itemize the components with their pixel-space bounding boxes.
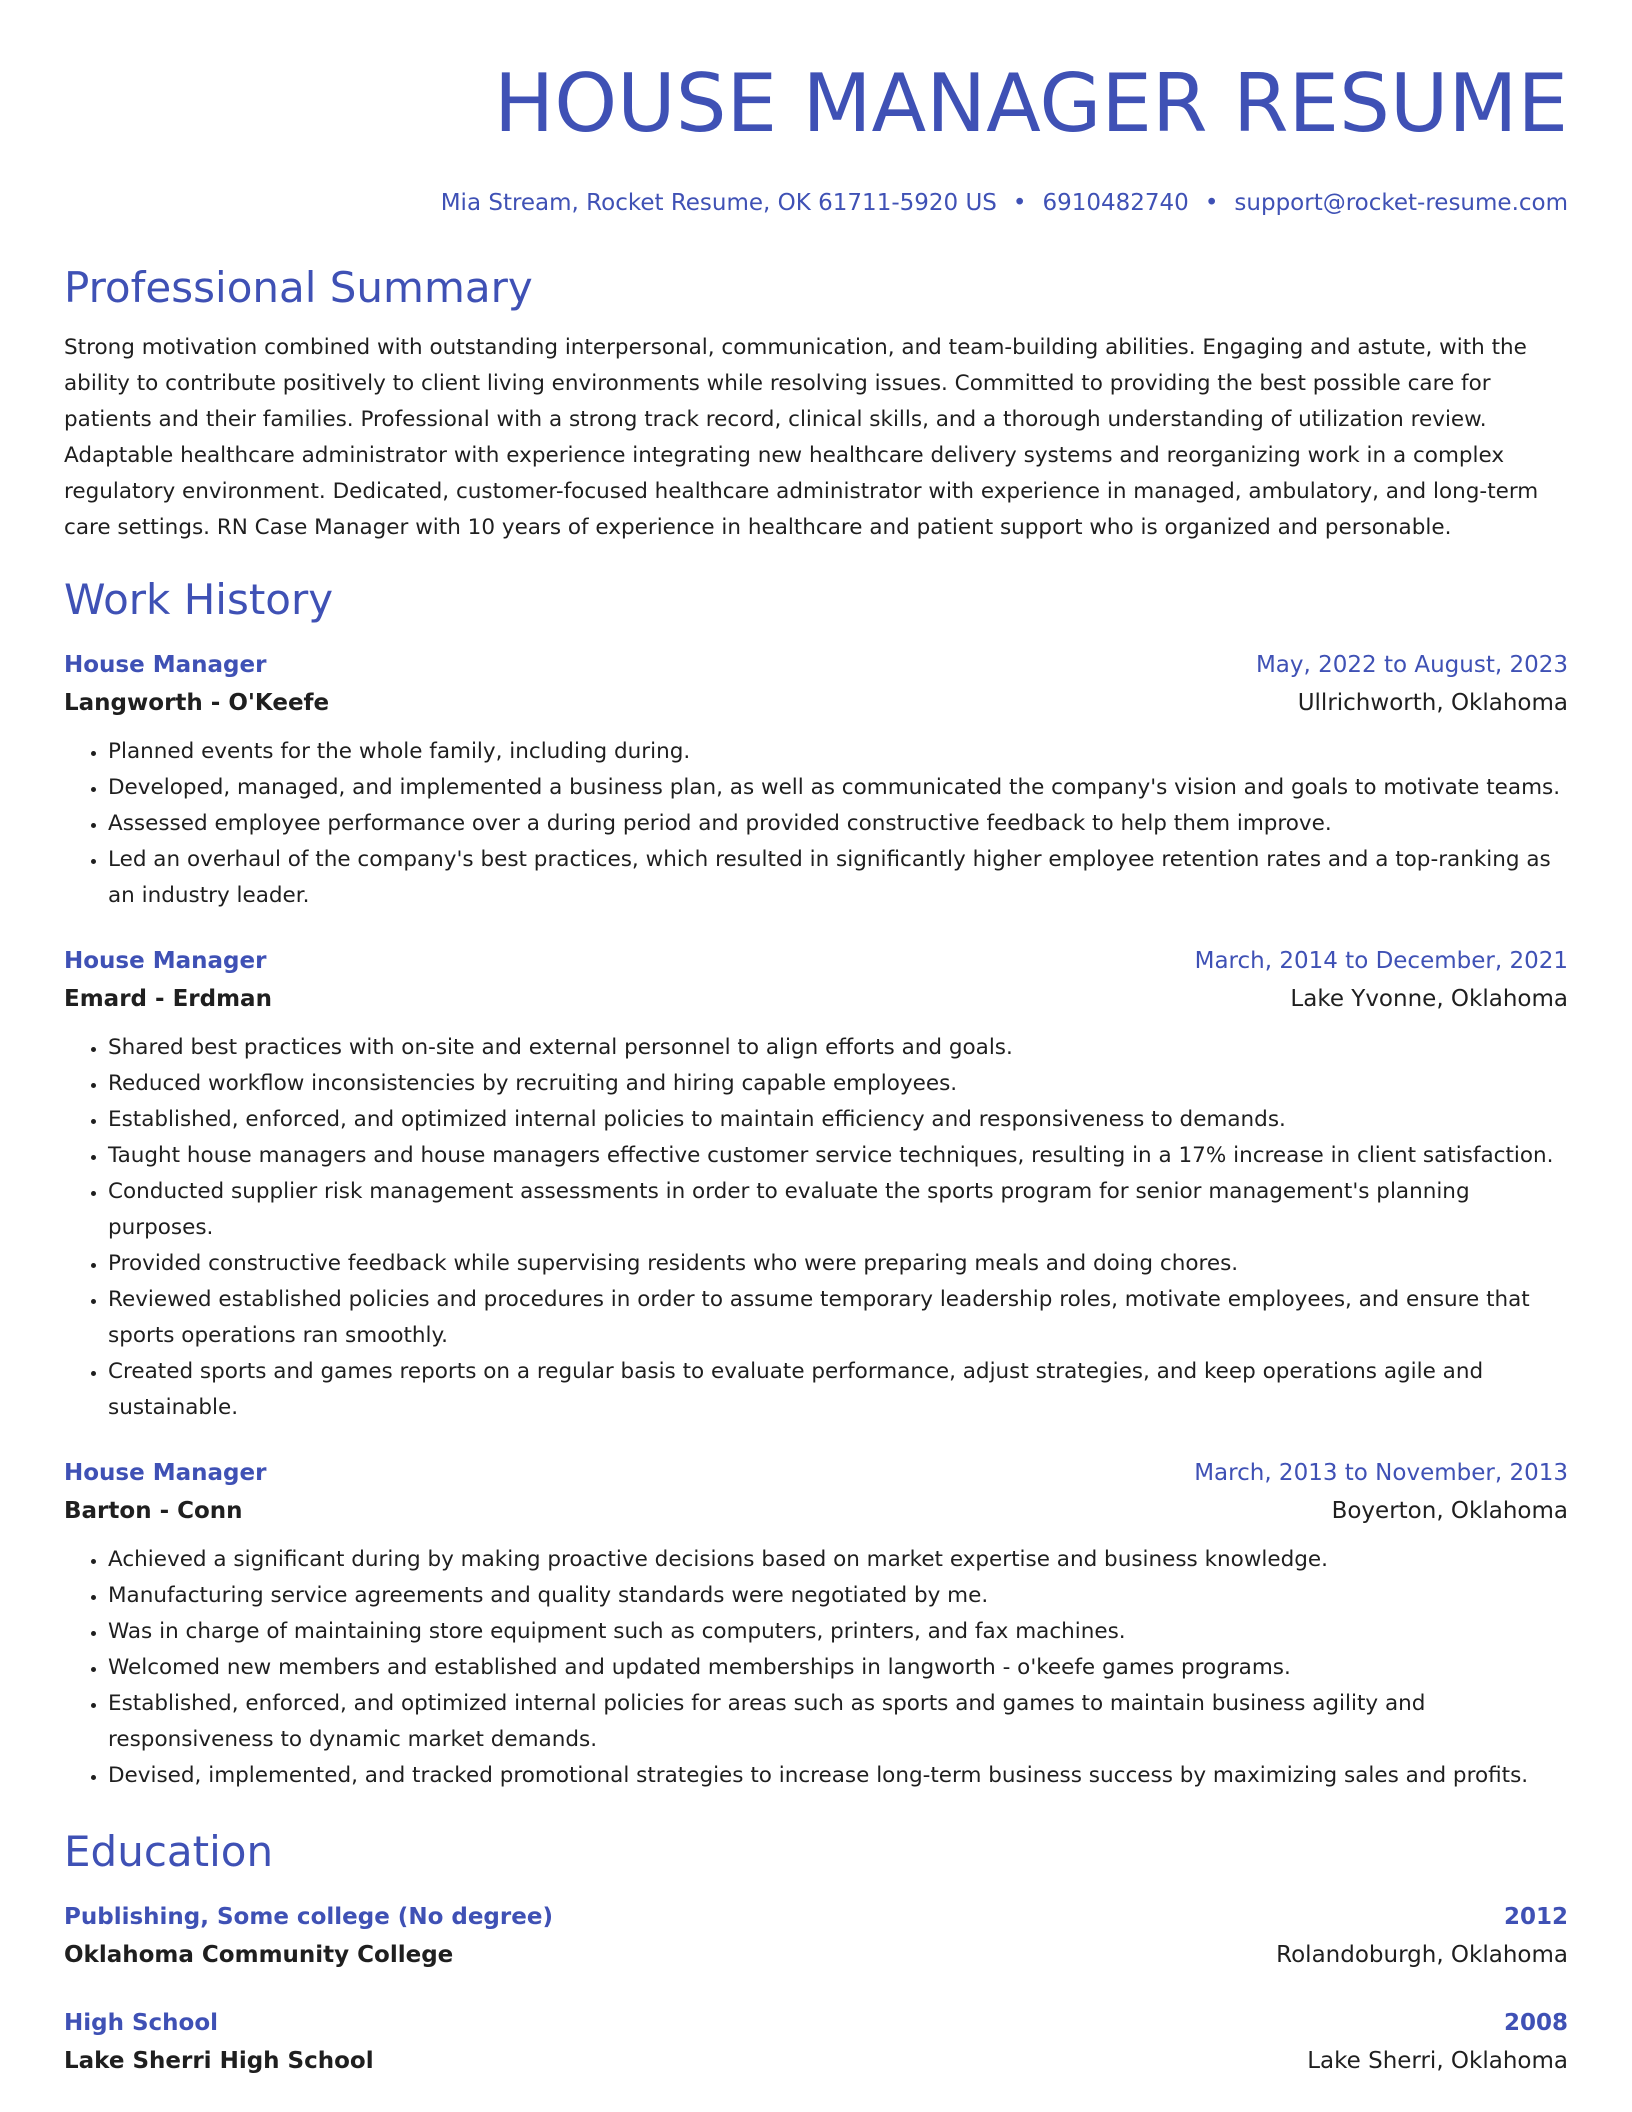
job-bullet: • Developed, managed, and implemented a business plan, as well as communicated the company's vision and goals to motivate teams. [108, 770, 1568, 806]
job-dates: May, 2022 to August, 2023 [1255, 652, 1568, 678]
job-bullet: • Welcomed new members and established and updated memberships in langworth - o'keefe games programs. [108, 1650, 1568, 1686]
job-entry [64, 942, 1568, 1426]
summary-heading: Professional Summary [64, 263, 533, 312]
job-subheader [64, 980, 1568, 1018]
contact-separator: • [1012, 190, 1027, 216]
job-bullet: • Planned events for the whole family, including during. [108, 734, 1568, 770]
contact-address: Mia Stream, Rocket Resume, OK 61711-5920 US [440, 190, 997, 216]
job-bullet: • Devised, implemented, and tracked promotional strategies to increase long-term business success by maximizing sales and profits. [108, 1758, 1568, 1794]
job-entry [64, 1454, 1568, 1794]
job-subheader [64, 1492, 1568, 1530]
job-bullets [64, 734, 1568, 914]
job-role: House Manager [64, 948, 267, 974]
job-bullet: • Shared best practices with on-site and external personnel to align efforts and goals. [108, 1030, 1568, 1066]
education-heading: Education [64, 1827, 274, 1876]
job-entry [64, 646, 1568, 914]
education-subheader [64, 2042, 1568, 2080]
job-subheader [64, 684, 1568, 722]
education-year: 2008 [1503, 2010, 1568, 2036]
education-degree: High School [64, 2010, 219, 2036]
job-bullet: • Conducted supplier risk management assessments in order to evaluate the sports program for senior management's planning purposes. [108, 1174, 1568, 1246]
job-bullet: • Achieved a significant during by making proactive decisions based on market expertise and business knowledge. [108, 1542, 1568, 1578]
job-location: Boyerton, Oklahoma [1331, 1498, 1568, 1524]
education-school: Lake Sherri High School [64, 2048, 374, 2074]
education-location: Rolandoburgh, Oklahoma [1276, 1942, 1568, 1968]
contact-phone: 6910482740 [1042, 190, 1189, 216]
job-bullets [64, 1542, 1568, 1794]
job-dates: March, 2013 to November, 2013 [1194, 1460, 1568, 1486]
job-header [64, 942, 1568, 980]
job-bullet: • Reviewed established policies and procedures in order to assume temporary leadership roles, motivate employees, and ensure that sports operations ran smoothly. [108, 1282, 1568, 1354]
job-bullet: • Created sports and games reports on a regular basis to evaluate performance, adjust strategies, and keep operations agile and sustainable. [108, 1354, 1568, 1426]
job-company: Emard - Erdman [64, 986, 272, 1012]
education-entry [64, 1898, 1568, 1974]
job-bullet: • Established, enforced, and optimized internal policies for areas such as sports and games to maintain business agility and responsiveness to dynamic market demands. [108, 1686, 1568, 1758]
contact-line [64, 186, 1568, 220]
job-bullet: • Provided constructive feedback while supervising residents who were preparing meals and doing chores. [108, 1246, 1568, 1282]
job-dates: March, 2014 to December, 2021 [1194, 948, 1568, 974]
job-role: House Manager [64, 652, 267, 678]
job-role: House Manager [64, 1460, 267, 1486]
job-company: Barton - Conn [64, 1498, 243, 1524]
job-bullet: • Established, enforced, and optimized internal policies to maintain efficiency and responsiveness to demands. [108, 1102, 1568, 1138]
job-bullet: • Taught house managers and house managers effective customer service techniques, resulting in a 17% increase in client satisfaction. [108, 1138, 1568, 1174]
summary-text: Strong motivation combined with outstanding interpersonal, communication, and team-building abilities. Engaging and astute, with the ability to contribute positively to client living environments while resolving issues. Committed to providing the best possible care for patients and their families. Professional with a strong track record, clinical skills, and a thorough understanding of utilization review. Adaptable healthcare administrator with experience integrating new healthcare delivery systems and reorganizing work in a complex regulatory environment. Dedicated, customer-focused healthcare administrator with experience in managed, ambulatory, and long-term care settings. RN Case Manager with 10 years of experience in healthcare and patient support who is organized and personable. [64, 335, 1539, 540]
education-degree: Publishing, Some college (No degree) [64, 1904, 553, 1930]
education-entry [64, 2004, 1568, 2080]
contact-email[interactable]: support@rocket-resume.com [1234, 190, 1568, 216]
job-bullet: • Assessed employee performance over a during period and provided constructive feedback to help them improve. [108, 806, 1568, 842]
job-bullet: • Reduced workflow inconsistencies by recruiting and hiring capable employees. [108, 1066, 1568, 1102]
education-header [64, 1898, 1568, 1936]
work-history-heading: Work History [64, 575, 334, 624]
contact-separator: • [1204, 190, 1219, 216]
resume-title: HOUSE MANAGER RESUME [494, 57, 1568, 150]
job-bullet: • Led an overhaul of the company's best practices, which resulted in significantly higher employee retention rates and a top-ranking as an industry leader. [108, 842, 1568, 914]
job-bullets [64, 1030, 1568, 1426]
education-subheader [64, 1936, 1568, 1974]
job-header [64, 646, 1568, 684]
job-location: Ullrichworth, Oklahoma [1297, 690, 1568, 716]
education-header [64, 2004, 1568, 2042]
job-header [64, 1454, 1568, 1492]
job-company: Langworth - O'Keefe [64, 690, 330, 716]
education-location: Lake Sherri, Oklahoma [1307, 2048, 1568, 2074]
education-year: 2012 [1503, 1904, 1568, 1930]
education-school: Oklahoma Community College [64, 1942, 454, 1968]
job-bullet: • Was in charge of maintaining store equipment such as computers, printers, and fax machines. [108, 1614, 1568, 1650]
job-bullet: • Manufacturing service agreements and quality standards were negotiated by me. [108, 1578, 1568, 1614]
job-location: Lake Yvonne, Oklahoma [1290, 986, 1568, 1012]
